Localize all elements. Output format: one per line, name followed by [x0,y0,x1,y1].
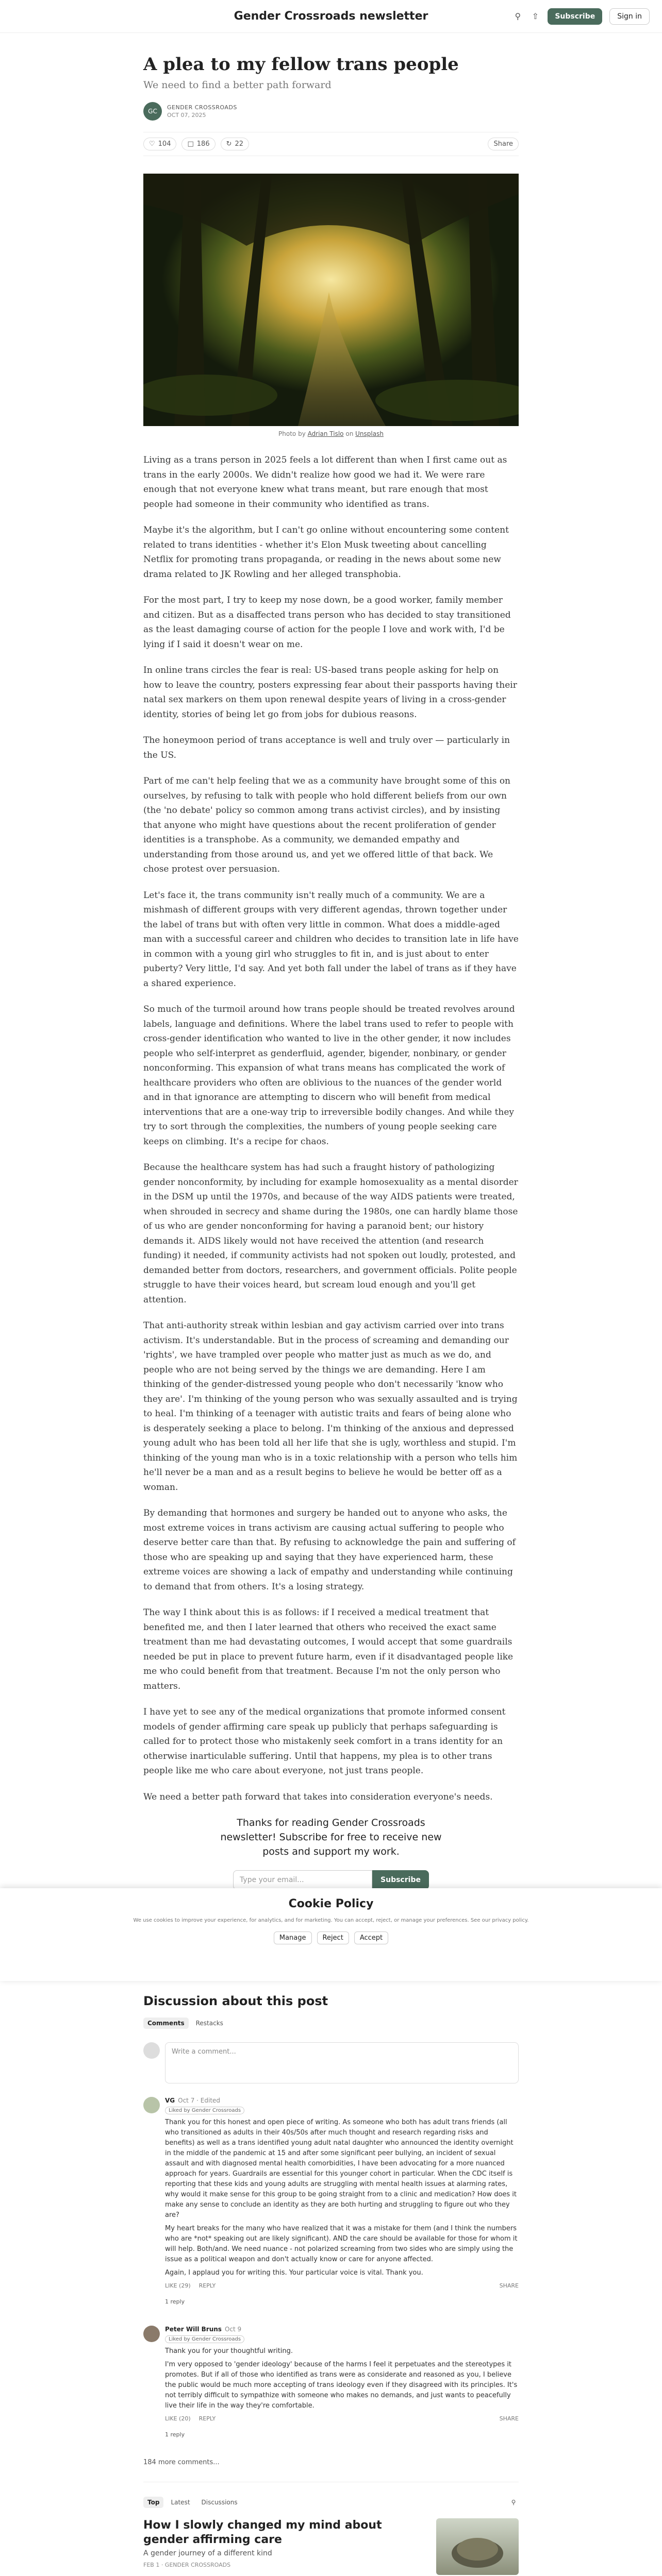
comment-button[interactable] [181,138,215,150]
tab-restacks[interactable]: Restacks [195,2020,223,2027]
subscribe-button[interactable]: Subscribe [548,8,602,25]
tab-top[interactable]: Top [143,2497,163,2508]
post-thumbnail[interactable] [436,2518,519,2575]
heart-icon: ♡ [149,140,155,148]
comment-like-button[interactable]: LIKE (20) [165,2415,191,2422]
cookie-description: We use cookies to improve your experience, for analytics, and for marketing. You can accept, reject, or manage your preferences. See our privacy policy. [133,1918,529,1923]
post-date: OCT 07, 2025 [167,112,206,118]
liked-by-author-badge: Liked by Gender Crossroads [165,2107,244,2114]
comment-text: My heart breaks for the many who have realized that it was a mistake for them (and I think the numbers who are *not* speaking out are likely significant). AND the care should be available for those for whom it will help. Both/and. We need nuance - not polarized screaming from two sides who are simply using the issue as a political weapon and don't actually know or care for anyone affected. [165,2225,518,2263]
cookie-title: Cookie Policy [288,1897,374,1910]
body-paragraph: Because the healthcare system has had such a fraught history of pathologizing gender nonconformity, by including for example homosexuality as a mental disorder in the DSM up until the 1970s, and because of the way AIDS patients were treated, when shrouded in secrecy and shame during the 1980s, one can hardly blame those of us who are gender nonconforming for having a paranoid bent; our history demands it. AIDS likely would not have received the attention (and research funding) it needed, if community activists had not spoken out loudly, protested, and demanded better from doctors, researchers, and government officials. Polite people struggle to have their voices heard, but scream loud enough and you'll get attention. [143,1162,518,1305]
comment-icon: □ [187,140,194,148]
comment-text: Thank you for your thoughtful writing. [165,2347,293,2355]
search-icon[interactable]: ⚲ [515,11,521,21]
body-paragraph: In online trans circles the fear is real: US-based trans people asking for help on how to leave the country, posters expressing fear about their passports having their natal sex markers on them upon renewal despite years of living in a cross-gender identity, stories of being let go from jobs for dubious reasons. [143,665,517,720]
replies-toggle[interactable]: 1 reply [165,2431,185,2438]
post-preview-subtitle: A gender journey of a different kind [143,2549,272,2557]
sign-in-button[interactable]: Sign in [609,8,650,25]
comment-share-button[interactable]: SHARE [499,2415,519,2422]
author-name[interactable]: GENDER CROSSROADS [167,104,237,111]
comment-text: Again, I applaud you for writing this. Your particular voice is vital. Thank you. [165,2269,423,2277]
cookie-manage-button[interactable]: Manage [274,1931,312,1944]
comment-count: 186 [196,140,210,148]
post-preview-title[interactable]: How I slowly changed my mind about gender affirming care [143,2519,382,2546]
user-avatar [143,2042,160,2059]
post-body [143,453,519,1922]
more-comments-link[interactable]: 184 more comments... [143,2459,220,2466]
post-preview-meta: FEB 1 · GENDER CROSSROADS [143,2562,231,2568]
article-column [143,54,519,156]
body-paragraph: By demanding that hormones and surgery be handed out to anyone who asks, the most extreme voices in trans activism are causing actual suffering to people who deserve better care than that. By refusing to acknowledge the pain and suffering of those who are speaking up and saying that they have experienced harm, these extreme voices are showing a lack of empathy and understanding while continuing to demand that from others. It's a losing strategy. [143,1508,516,1592]
image-caption: Photo by Adrian Tislo on Unsplash [278,430,384,437]
post-list-tabs [143,2497,519,2508]
cookie-banner [0,1888,662,1981]
comment-time: Oct 7 · Edited [178,2097,221,2104]
share-icon[interactable]: ⇧ [532,11,539,21]
like-button[interactable] [143,138,176,150]
cookie-accept-button[interactable]: Accept [354,1931,388,1944]
restack-count: 22 [235,140,244,148]
body-paragraph: The way I think about this is as follows: if I received a medical treatment that benefited me, and then I later learned that others who received the exact same treatment than me had devastating outcomes, I would accept that some guardrails needed be put in place to prevent future harm, even if it disadvantaged people like me who could benefit from that treatment. Because I'm not the only person who matters. [143,1607,514,1691]
comment [143,2097,519,2289]
subscribe-form [143,1870,519,1890]
body-paragraph: The honeymoon period of trans acceptance is well and truly over — particularly in the US. [143,735,510,760]
comment-text: Thank you for this honest and open piece of writing. As someone who both has adult trans friends (all who transitioned as adults in their 40s/50s after much thought and research regarding risks and benefits) as well as a trans identified young adult natal daughter who announced the identity overnight in the middle of the pandemic at 15 and after some significant peer bullying, an incident of sexual assault and with diagnosed mental health comorbidities, I have been advocating for a more nuanced approach for years. Guardrails are essential for this younger cohort in particular. When the CDC itself is reporting that these kids and young adults are struggling with mental health issues at alarming rates, why would it make sense for this group to be going straight from to a clinic and medication? How does it make any sense to conclude an identity as they are both hurting and struggling to figure out who they are? [165,2119,517,2219]
body-paragraph: For the most part, I try to keep my nose down, be a good worker, family member and citizen. But as a disaffected trans person who has decided to stay transitioned as the least damaging course of action for the people I love and work with, I'd be lying if I said it doesn't wear on me. [143,595,511,650]
comment-like-button[interactable]: LIKE (29) [165,2282,191,2289]
byline [143,102,519,121]
comment-time: Oct 9 [224,2326,242,2333]
comment [143,2326,519,2422]
comment-composer [143,2042,519,2083]
author-avatar[interactable]: GC [143,102,162,121]
tab-latest[interactable]: Latest [171,2499,190,2506]
subscribe-submit-button[interactable]: Subscribe [372,1870,429,1890]
share-button[interactable]: Share [488,138,519,150]
post-subtitle: We need to find a better path forward [143,79,332,91]
comment-input[interactable]: Write a comment... [165,2042,519,2083]
commenter-avatar[interactable] [143,2097,160,2113]
body-paragraph: So much of the turmoil around how trans people should be treated revolves around labels, language and definitions. Where the label trans used to refer to people with cross-gender identification who wanted to live in the other gender, it now includes people who self-interpret as genderfluid, agender, bigender, nonbinary, or gender nonconforming. This expansion of what trans means has complicated the work of healthcare providers who often are oblivious to the nuances of the gender world and in that ignorance are attempting to discern who will benefit from medical interventions that are a one-way trip to irreversible bodily changes. And while they try to sort through the complexities, the numbers of young people seeking care keeps on climbing. It's a recipe for chaos. [143,1004,515,1147]
search-icon[interactable]: ⚲ [511,2499,516,2506]
post-actions [143,132,519,156]
publication-title[interactable]: Gender Crossroads newsletter [234,10,428,23]
body-paragraph: I have yet to see any of the medical organizations that promote informed consent models of gender affirming care speak up publicly that perhaps safeguarding is called for to protect those who mistakenly seek comfort in a trans identity for an otherwise inarticulable suffering. Until that happens, my plea is to other trans people like me who care about everyone, not just trans people. [143,1707,506,1776]
subscribe-prompt: Thanks for reading Gender Crossroads newsletter! Subscribe for free to receive new posts and support my work. [220,1817,442,1857]
comment-text: I'm very opposed to 'gender ideology' because of the harms I feel it perpetuates and the stereotypes it promotes. But if all of those who identified as trans were as considerate and reasoned as you, I believe the public would be much more accepting of trans ideology even if they disagreed with its principles. It's not terribly difficult to sympathize with someone who makes no demands, and just wants to peacefully live their life in the way they're comfortable. [165,2361,518,2410]
body-paragraph: Maybe it's the algorithm, but I can't go online without encountering some content related to trans identities - whether it's Elon Musk tweeting about cancelling Netflix for promoting trans propaganda, or reading in the news about some new drama related to JK Rowling and her alleged transphobia. [143,525,509,580]
cookie-reject-button[interactable]: Reject [317,1931,349,1944]
replies-toggle[interactable]: 1 reply [165,2298,185,2305]
discussion-title: Discussion about this post [143,1994,328,2008]
discussion-section [143,1994,519,2576]
body-paragraph: Living as a trans person in 2025 feels a lot different than when I first came out as trans in the early 2000s. We didn't realize how good we had it. We were rare enough that not everyone knew what trans meant, but rare enough that most people had someone in their community who identified as trans. [143,455,507,510]
restack-button[interactable] [221,138,249,150]
like-count: 104 [158,140,171,148]
photographer-link[interactable]: Adrian Tislo [307,430,344,437]
comment-reply-button[interactable]: REPLY [198,2282,216,2289]
body-paragraph: Part of me can't help feeling that we as a community have brought some of this on ourselves, by refusing to talk with people who hold different beliefs from our own (the 'no debate' policy so common among trans activist circles), and by insisting that anyone who might have questions about the recent proliferation of gender identities is a transphobe. As a community, we demanded empathy and understanding from those around us, and yet we offered little of that back. We chose protest over persuasion. [143,776,511,874]
tab-comments[interactable]: Comments [143,2018,189,2029]
commenter-name[interactable]: Peter Will Bruns [165,2326,222,2333]
commenter-name[interactable]: VG [165,2097,175,2104]
hero-image[interactable] [143,174,519,426]
top-bar [0,0,662,33]
commenter-avatar[interactable] [143,2326,160,2342]
comment-share-button[interactable]: SHARE [499,2282,519,2289]
liked-by-author-badge: Liked by Gender Crossroads [165,2335,244,2343]
unsplash-link[interactable]: Unsplash [355,430,384,437]
tab-discussions[interactable]: Discussions [201,2499,238,2506]
body-paragraph: Let's face it, the trans community isn't really much of a community. We are a mishmash of different groups with very different agendas, thrown together under the label of trans but with often very little in common. What does a middle-aged man with a successful career and children who decides to transition late in life have in common with a young girl who struggles to fit in, and is just about to enter puberty? Very little, I'd say. And yet both fall under the label of trans as if they have a shared experience. [143,890,519,989]
email-input[interactable]: Type your email... [233,1870,372,1890]
body-paragraph: That anti-authority streak within lesbian and gay activism carried over into trans activism. It's understandable. But in the process of screaming and demanding our 'rights', we have trampled over people who matter just as much as we do, and people who are not being served by the things we are demanding. Here I am thinking of the gender-distressed young people who don't necessarily 'know who they are'. I'm thinking of the young person who was sexually assaulted and is trying to heal. I'm thinking of a teenager with autistic traits and fears of being alone who is desperately seeking a place to belong. I'm thinking of the anxious and depressed young adult who has been told all her life that she is ugly, worthless and stupid. I'm thinking of the young man who is in a toxic relationship with a person who tells him he'll never be a man and as a result begins to believe he would be better off as a woman. [143,1320,518,1493]
forest-path-illustration [143,174,519,426]
comment-reply-button[interactable]: REPLY [198,2415,216,2422]
post-title: A plea to my fellow trans people [143,54,459,75]
restack-icon: ↻ [226,140,232,148]
body-paragraph: We need a better path forward that takes into consideration everyone's needs. [143,1791,493,1802]
post-preview[interactable] [143,2508,519,2576]
tortoise-thumbnail-art [436,2518,519,2575]
